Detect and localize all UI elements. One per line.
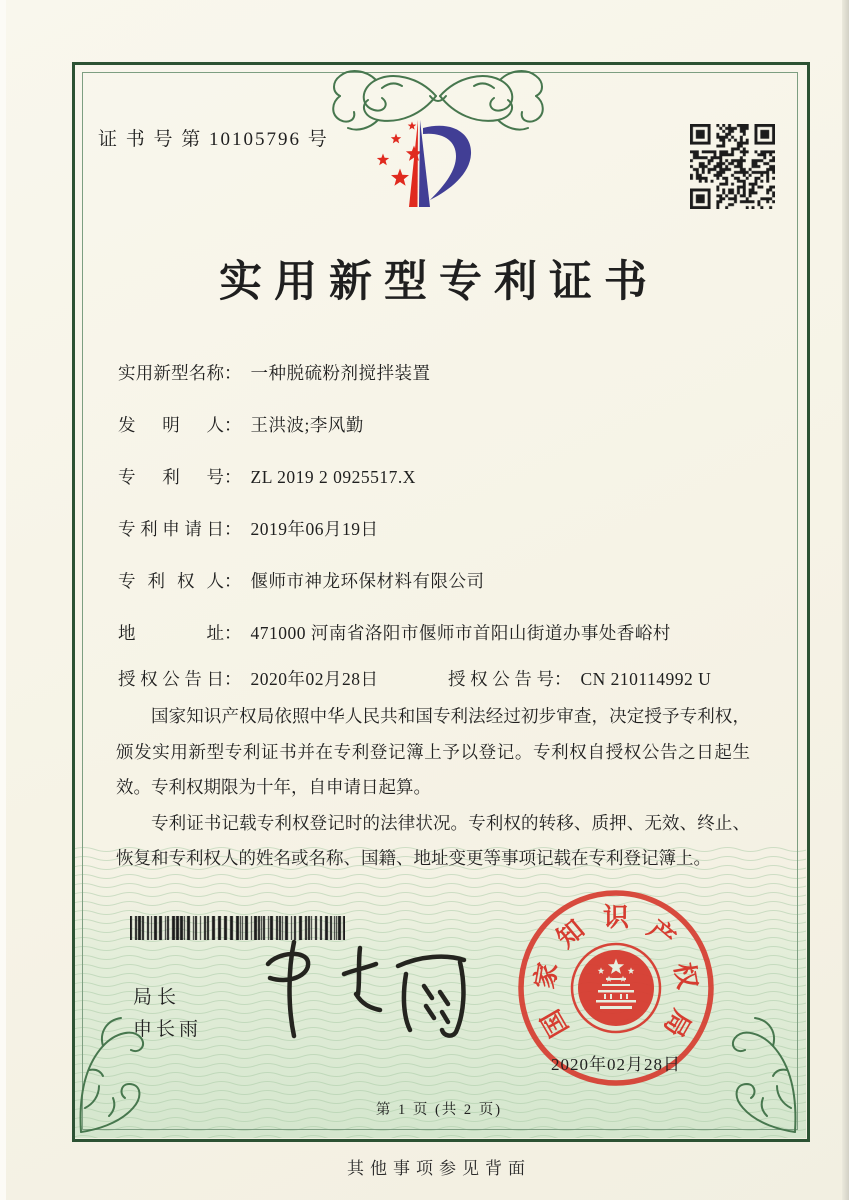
field-row-inventor: 发明人： 王洪波;李风勤 [118, 412, 778, 437]
signature-icon [248, 930, 473, 1045]
field-row-name: 实用新型名称： 一种脱硫粉剂搅拌装置 [118, 360, 778, 385]
legal-paragraph: 国家知识产权局依照中华人民共和国专利法经过初步审查，决定授予专利权，颁发实用新型专利证书并在专利登记簿上予以登记。专利权自授权公告之日起生效。专利权期限为十年，自申请日起算。 [116, 706, 750, 797]
field-row-filing-date: 专利申请日： 2019年06月19日 [118, 516, 778, 541]
field-label: 授权公告日 [118, 669, 224, 689]
field-label: 专利权人 [118, 571, 224, 591]
legal-paragraph: 专利证书记载专利权登记时的法律状况。专利权的转移、质押、无效、终止、恢复和专利权人的姓名或名称、国籍、地址变更等事项记载在专利登记簿上。 [116, 812, 750, 868]
svg-text:知: 知 [551, 914, 590, 954]
field-label: 授权公告号 [448, 669, 554, 689]
border-ornament-top-icon [318, 66, 558, 138]
border-ornament-bottom-left-icon [75, 1012, 175, 1136]
field-row-patent-no: 专利号： ZL 2019 2 0925517.X [118, 464, 778, 489]
svg-text:产: 产 [642, 914, 681, 954]
back-note: 其他事项参见背面 [347, 1159, 531, 1178]
field-label: 专利号 [118, 467, 224, 487]
legal-text [116, 699, 750, 877]
svg-text:国: 国 [535, 1004, 575, 1042]
scan-edge-right [842, 0, 849, 1200]
field-value: 偃师市神龙环保材料有限公司 [250, 571, 485, 591]
field-label: 发明人 [118, 415, 224, 435]
field-label: 实用新型名称 [118, 363, 224, 383]
seal-date: 2020年02月28日 [551, 1055, 681, 1074]
field-value: 471000 河南省洛阳市偃师市首阳山街道办事处香峪村 [250, 623, 671, 643]
signer-title: 局长 [133, 987, 182, 1008]
svg-text:权: 权 [668, 960, 702, 992]
field-value: 王洪波;李风勤 [250, 415, 364, 435]
certificate-title: 实用新型专利证书 [219, 259, 659, 306]
field-label: 专利申请日 [118, 519, 224, 539]
svg-text:家: 家 [530, 960, 564, 992]
field-row-grant: 授权公告日： 2020年02月28日 授权公告号： CN 210114992 U [118, 666, 778, 691]
field-value: 一种脱硫粉剂搅拌装置 [250, 363, 431, 383]
scan-edge-left [0, 0, 6, 1200]
field-row-address: 地址： 471000 河南省洛阳市偃师市首阳山街道办事处香峪村 [118, 620, 778, 645]
national-emblem-icon [572, 944, 660, 1032]
signer-name: 申长雨 [133, 1019, 203, 1040]
field-value: CN 210114992 U [580, 669, 712, 689]
certificate-number: 证 书 号 第 10105796 号 [98, 129, 329, 150]
page-indicator: 第 1 页 (共 2 页) [375, 1102, 503, 1118]
field-row-patentee: 专利权人： 偃师市神龙环保材料有限公司 [118, 568, 778, 593]
field-value: 2020年02月28日 [250, 669, 379, 689]
svg-text:局: 局 [657, 1004, 697, 1042]
field-value: 2019年06月19日 [250, 519, 379, 539]
svg-text:识: 识 [602, 903, 630, 932]
field-grant-number: 授权公告号： CN 210114992 U [448, 666, 711, 691]
field-label: 地址 [118, 623, 224, 643]
field-value: ZL 2019 2 0925517.X [250, 467, 416, 487]
qr-code [690, 124, 775, 209]
